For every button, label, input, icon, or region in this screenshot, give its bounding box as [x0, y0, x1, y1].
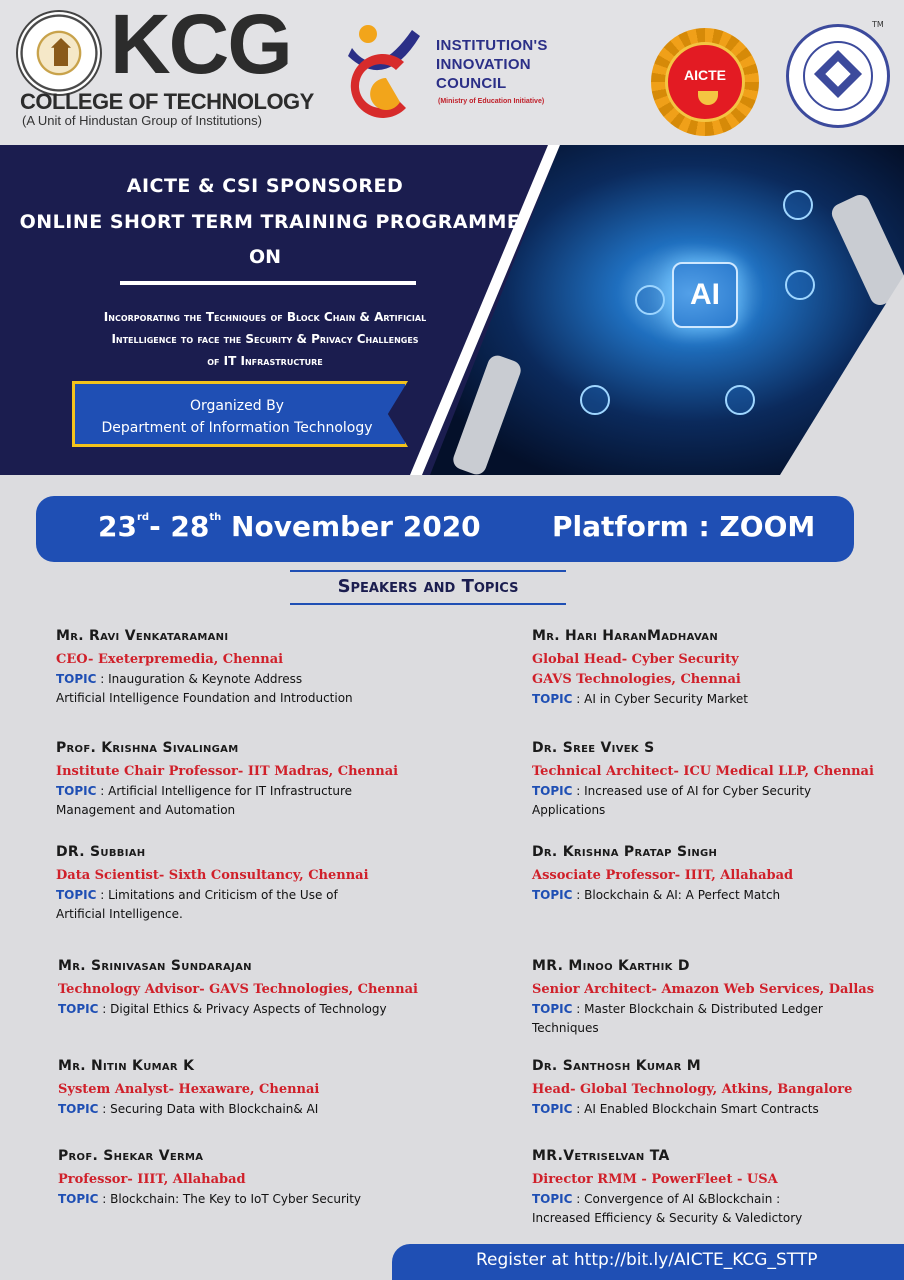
- topic-label: TOPIC: [58, 1102, 99, 1116]
- iic-line1: INSTITUTION'S: [436, 37, 548, 54]
- speaker-card: [58, 1058, 458, 1119]
- aicte-logo: [651, 28, 759, 136]
- topic-label: TOPIC: [532, 888, 573, 902]
- speaker-card: [532, 1148, 892, 1228]
- iic-title: [436, 36, 548, 93]
- speaker-topic: [58, 1100, 458, 1119]
- speaker-name: Mr. Ravi Venkataramani: [56, 628, 229, 644]
- speaker-role: CEO- Exeterpremedia, Chennai: [56, 652, 284, 667]
- start-day-suffix: rd: [136, 512, 150, 523]
- speaker-name: MR.Vetriselvan TA: [532, 1148, 670, 1164]
- speaker-topic: [56, 782, 456, 801]
- speaker-name: MR. Minoo Karthik D: [532, 958, 690, 974]
- event-dates: [98, 510, 481, 543]
- network-node-icon: [725, 385, 755, 415]
- programme-description: [40, 306, 490, 372]
- topic-text: : AI Enabled Blockchain Smart Contracts: [572, 1102, 819, 1116]
- desc-line3: of IT Infrastructure: [207, 354, 323, 368]
- speaker-card: [532, 844, 892, 905]
- speaker-role: Head- Global Technology, Atkins, Bangalore: [532, 1082, 853, 1097]
- sponsor-line: AICTE & CSI SPONSORED: [126, 175, 404, 197]
- start-day: 23: [98, 510, 137, 543]
- kcg-unit-text: (A Unit of Hindustan Group of Institutions): [22, 113, 262, 128]
- speaker-role: Technology Advisor- GAVS Technologies, Chennai: [58, 982, 418, 997]
- topic-text: : Blockchain: The Key to IoT Cyber Security: [98, 1192, 362, 1206]
- topic-text: : Digital Ethics & Privacy Aspects of Technology: [98, 1002, 387, 1016]
- network-node-icon: [785, 270, 815, 300]
- speaker-topic: [58, 1190, 458, 1209]
- iic-subtitle: (Ministry of Education Initiative): [438, 98, 545, 105]
- month-year: November 2020: [221, 510, 481, 543]
- programme-line: ONLINE SHORT TERM TRAINING PROGRAMME: [19, 211, 521, 233]
- topic-text: : Blockchain & AI: A Perfect Match: [572, 888, 781, 902]
- network-node-icon: [783, 190, 813, 220]
- speaker-card: [532, 628, 892, 709]
- desc-line2: Intelligence to face the Security & Privacy Challenges: [111, 332, 419, 346]
- topic-text: : AI in Cyber Security Market: [572, 692, 749, 706]
- speaker-topic-cont: Applications: [532, 803, 606, 817]
- network-node-icon: [635, 285, 665, 315]
- end-day: - 28: [149, 510, 210, 543]
- speaker-topic-cont: Increased Efficiency & Security & Valedictory: [532, 1211, 803, 1225]
- iic-line3: COUNCIL: [436, 75, 507, 92]
- speaker-topic: [532, 1000, 892, 1019]
- iic-logo: [346, 22, 426, 122]
- platform-label: Platform : ZOOM: [552, 510, 816, 543]
- topic-label: TOPIC: [56, 672, 97, 686]
- speaker-topic-cont: Artificial Intelligence.: [56, 907, 183, 921]
- speaker-topic: [56, 670, 456, 689]
- ai-chip-icon: AI: [672, 262, 738, 328]
- speaker-card: [56, 628, 456, 708]
- topic-label: TOPIC: [56, 784, 97, 798]
- header: [0, 0, 904, 145]
- topic-label: TOPIC: [532, 1102, 573, 1116]
- topic-text: : Securing Data with Blockchain& AI: [98, 1102, 319, 1116]
- topic-label: TOPIC: [532, 692, 573, 706]
- speaker-role: Data Scientist- Sixth Consultancy, Chennai: [56, 868, 369, 883]
- speaker-name: DR. Subbiah: [56, 844, 146, 860]
- speaker-topic: [532, 782, 892, 801]
- topic-text: : Artificial Intelligence for IT Infrastructure: [96, 784, 353, 798]
- speaker-name: Dr. Santhosh Kumar M: [532, 1058, 702, 1074]
- topic-label: TOPIC: [58, 1002, 99, 1016]
- on-line: ON: [248, 246, 282, 268]
- speaker-role: Associate Professor- IIIT, Allahabad: [532, 868, 794, 883]
- topic-text: : Inauguration & Keynote Address: [96, 672, 303, 686]
- lamp-icon: [698, 91, 718, 105]
- speaker-role-cont: GAVS Technologies, Chennai: [532, 672, 741, 687]
- speaker-name: Prof. Shekar Verma: [58, 1148, 204, 1164]
- speaker-role: Institute Chair Professor- IIT Madras, Chennai: [56, 764, 399, 779]
- aicte-inner-circle: [665, 42, 745, 122]
- speaker-card: [58, 958, 458, 1019]
- speaker-topic-cont: Artificial Intelligence Foundation and Introduction: [56, 691, 353, 705]
- organizer-text: [72, 395, 402, 439]
- register-link[interactable]: Register at http://bit.ly/AICTE_KCG_STTP: [476, 1250, 818, 1270]
- network-node-icon: [580, 385, 610, 415]
- topic-text: : Limitations and Criticism of the Use of: [96, 888, 338, 902]
- topic-label: TOPIC: [532, 1002, 573, 1016]
- speaker-name: Dr. Krishna Pratap Singh: [532, 844, 718, 860]
- speaker-name: Mr. Hari HaranMadhavan: [532, 628, 719, 644]
- topic-label: TOPIC: [56, 888, 97, 902]
- topic-text: : Master Blockchain & Distributed Ledger: [572, 1002, 823, 1016]
- section-rule-top: [290, 570, 566, 572]
- speaker-role: Director RMM - PowerFleet - USA: [532, 1172, 778, 1187]
- speaker-name: Mr. Nitin Kumar K: [58, 1058, 195, 1074]
- speaker-name: Dr. Sree Vivek S: [532, 740, 655, 756]
- organized-by-label: Organized By: [190, 398, 284, 414]
- speaker-topic-cont: Management and Automation: [56, 803, 236, 817]
- speaker-card: [56, 844, 456, 924]
- temple-icon: [51, 38, 71, 66]
- speaker-topic: [532, 1100, 892, 1119]
- title-rule: [120, 281, 416, 285]
- department-name: Department of Information Technology: [101, 420, 373, 436]
- topic-text: : Increased use of AI for Cyber Security: [572, 784, 812, 798]
- section-rule-bottom: [290, 603, 566, 605]
- speaker-card: [58, 1148, 458, 1209]
- speaker-role: Professor- IIIT, Allahabad: [58, 1172, 246, 1187]
- kcg-seal-logo: [16, 10, 102, 96]
- topic-text: : Convergence of AI &Blockchain :: [572, 1192, 781, 1206]
- speaker-card: [532, 958, 892, 1038]
- speaker-topic: [532, 886, 892, 905]
- speaker-topic: [532, 690, 892, 709]
- topic-label: TOPIC: [58, 1192, 99, 1206]
- kcg-name: KCG: [110, 0, 291, 91]
- topic-label: TOPIC: [532, 784, 573, 798]
- banner: [0, 145, 904, 475]
- speaker-role: Technical Architect- ICU Medical LLP, Chennai: [532, 764, 874, 779]
- speaker-role: System Analyst- Hexaware, Chennai: [58, 1082, 320, 1097]
- kcg-subtitle: COLLEGE OF TECHNOLOGY: [20, 89, 314, 114]
- speaker-card: [532, 740, 892, 820]
- csi-logo: [786, 24, 890, 128]
- topic-label: TOPIC: [532, 1192, 573, 1206]
- speaker-name: Mr. Srinivasan Sundarajan: [58, 958, 252, 974]
- speaker-topic-cont: Techniques: [532, 1021, 599, 1035]
- section-title: Speakers and Topics: [337, 576, 519, 597]
- speaker-card: [532, 1058, 892, 1119]
- speaker-topic: [56, 886, 456, 905]
- speaker-name: Prof. Krishna Sivalingam: [56, 740, 239, 756]
- speaker-role: Global Head- Cyber Security: [532, 652, 739, 667]
- aicte-text: AICTE: [684, 67, 726, 83]
- desc-line1: Incorporating the Techniques of Block Chain & Artificial: [103, 310, 427, 324]
- speaker-card: [56, 740, 456, 820]
- speaker-topic: [58, 1000, 458, 1019]
- end-day-suffix: th: [209, 512, 222, 523]
- csi-trademark: TM: [872, 20, 884, 29]
- speaker-topic: [532, 1190, 892, 1209]
- iic-line2: INNOVATION: [436, 56, 531, 73]
- speaker-role: Senior Architect- Amazon Web Services, Dallas: [532, 982, 875, 997]
